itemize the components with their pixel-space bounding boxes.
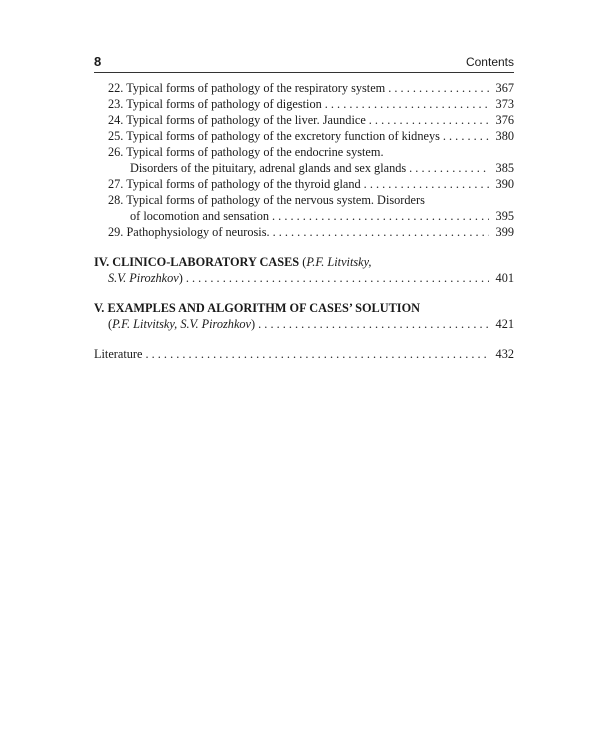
toc-page: 395	[495, 209, 514, 223]
toc-page: 432	[495, 347, 514, 361]
toc-page: 380	[495, 129, 514, 143]
toc-entry-23[interactable]: 23. Typical forms of pathology of digestion . . . 373	[94, 96, 514, 112]
header-rule	[94, 72, 514, 73]
toc-entry-22[interactable]: 22. Typical forms of pathology of the respiratory system . . . 367	[94, 80, 514, 96]
toc-entry-26-line2[interactable]: Disorders of the pituitary, adrenal glands and sex glands . . . 385	[94, 160, 514, 176]
toc-literature[interactable]: Literature . . . 432	[94, 346, 514, 362]
toc-entry-28-line1[interactable]: 28. Typical forms of pathology of the nervous system. Disorders	[108, 193, 425, 207]
section-authors: P.F. Litvitsky, S.V. Pirozhkov	[112, 317, 252, 331]
toc-entry-25[interactable]: 25. Typical forms of pathology of the excretory function of kidneys . . . 380	[94, 128, 514, 144]
toc-page: 399	[495, 225, 514, 239]
section-title: IV. CLINICO-LABORATORY CASES	[94, 255, 300, 269]
section-authors: S.V. Pirozhkov	[108, 271, 179, 285]
toc-page: 385	[495, 161, 514, 175]
toc-section-5-line1[interactable]	[94, 300, 514, 316]
toc-page: 401	[495, 271, 514, 285]
section-authors: P.F. Litvitsky,	[306, 255, 372, 269]
toc-page: 373	[495, 97, 514, 111]
running-title: Contents	[465, 55, 514, 69]
page-number: 8	[94, 54, 102, 69]
toc-page: 376	[495, 113, 514, 127]
section-title: V. EXAMPLES AND ALGORITHM OF CASES’ SOLUTION	[94, 301, 421, 315]
toc-entry-24[interactable]: 24. Typical forms of pathology of the liver. Jaundice . . . 376	[94, 112, 514, 128]
table-of-contents	[94, 80, 514, 362]
toc-section-4-line2[interactable]: S.V. Pirozhkov) . . . 401	[94, 270, 514, 286]
toc-section-4-line1[interactable]: IV. CLINICO-LABORATORY CASES (P.F. Litvitsky,	[94, 255, 372, 269]
toc-entry-27[interactable]: 27. Typical forms of pathology of the thyroid gland . . . 390	[94, 176, 514, 192]
toc-entry-29[interactable]: 29. Pathophysiology of neurosis. . . . 399	[94, 224, 514, 240]
toc-page: 390	[495, 177, 514, 191]
toc-page: 367	[495, 81, 514, 95]
toc-page: 421	[495, 317, 514, 331]
toc-entry-28-line2[interactable]: of locomotion and sensation . . . 395	[94, 208, 514, 224]
toc-entry-26-line1[interactable]: 26. Typical forms of pathology of the endocrine system.	[108, 145, 384, 159]
toc-section-5-line2[interactable]: (P.F. Litvitsky, S.V. Pirozhkov) . . . 421	[94, 316, 514, 332]
page-header	[94, 54, 514, 70]
